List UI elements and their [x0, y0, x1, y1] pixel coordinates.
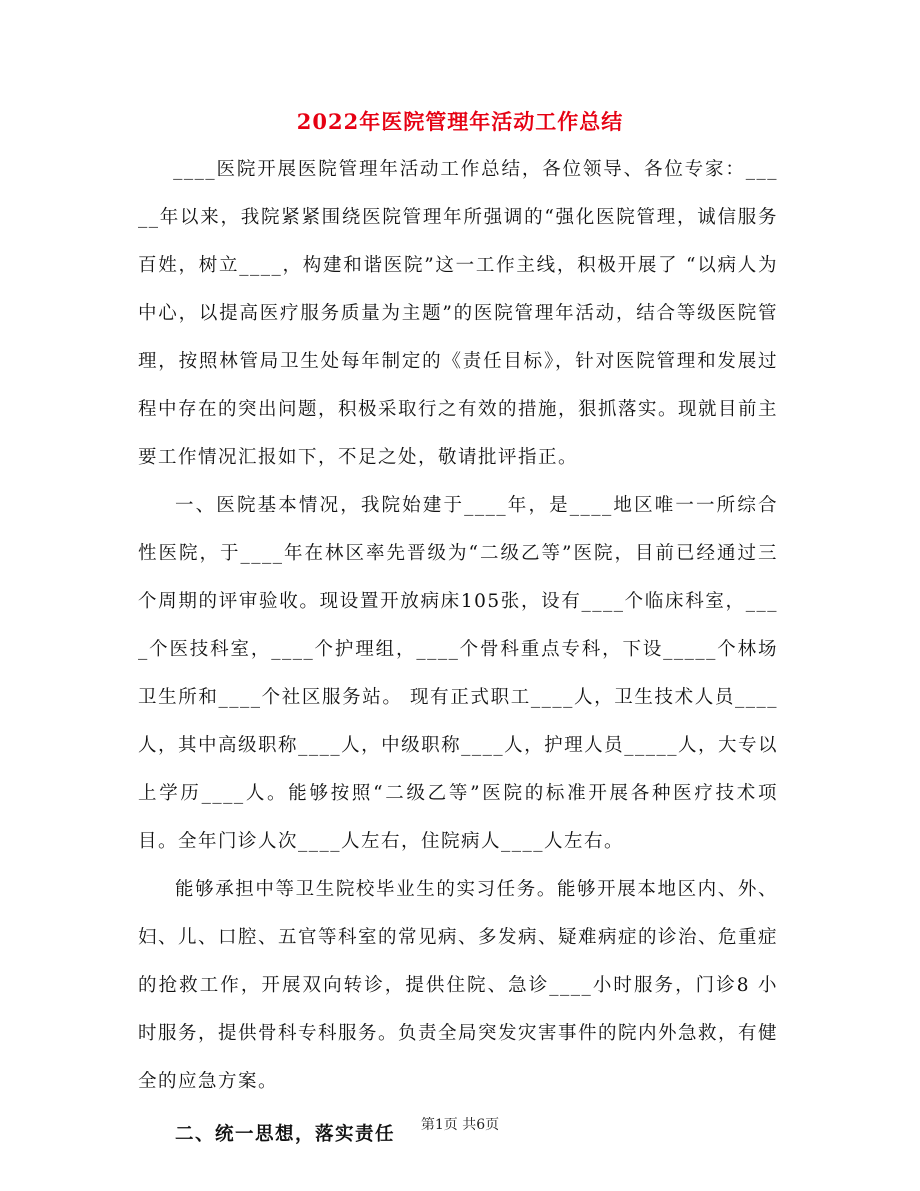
paragraph-capabilities: 能够承担中等卫生院校毕业生的实习任务。能够开展本地区内、外、妇、儿、口腔、五官等科室的常见病、多发病、疑难病症的诊治、危重症的抢救工作，开展双向转诊，提供住院、急诊____小时服务，门诊8 小时服务，提供骨科专科服务。负责全局突发灾害事件的院内外急救，有健全的应急方案。	[138, 879, 779, 1092]
section-heading: 二、统一思想，落实责任	[175, 1124, 396, 1145]
page-number: 第1页 共6页	[420, 1117, 500, 1133]
document-title: 2022年医院管理年活动工作总结	[296, 109, 624, 134]
paragraph-basic-info: 一、医院基本情况，我院始建于____年，是____地区唯一一所综合性医院，于____年在林区率先晋级为“二级乙等”医院，目前已经通过三个周期的评审验收。现设置开放病床105张，设有____个临床科室，____个医技科室，____个护理组，____个骨科重点专科，下设_____个林场卫生所和____个社区服务站。 现有正式职工____人，卫生技术人员____人，其中高级职称____人，中级职称____人，护理人员_____人，大专以上学历____人。能够按照“二级乙等”医院的标准开展各种医疗技术项目。全年门诊人次____人左右，住院病人____人左右。	[138, 495, 778, 852]
paragraph-intro: ____医院开展医院管理年活动工作总结，各位领导、各位专家：_____年以来，我院紧紧围绕医院管理年所强调的“强化医院管理，诚信服务百姓，树立____，构建和谐医院”这一工作主线，积极开展了 “以病人为中心，以提高医疗服务质量为主题”的医院管理年活动，结合等级医院管理，按照林管局卫生处每年制定的《责任目标》，针对医院管理和发展过程中存在的突出问题，积极采取行之有效的措施，狠抓落实。现就目前主要工作情况汇报如下，不足之处，敬请批评指正。	[138, 159, 779, 468]
document-body	[138, 146, 778, 1159]
